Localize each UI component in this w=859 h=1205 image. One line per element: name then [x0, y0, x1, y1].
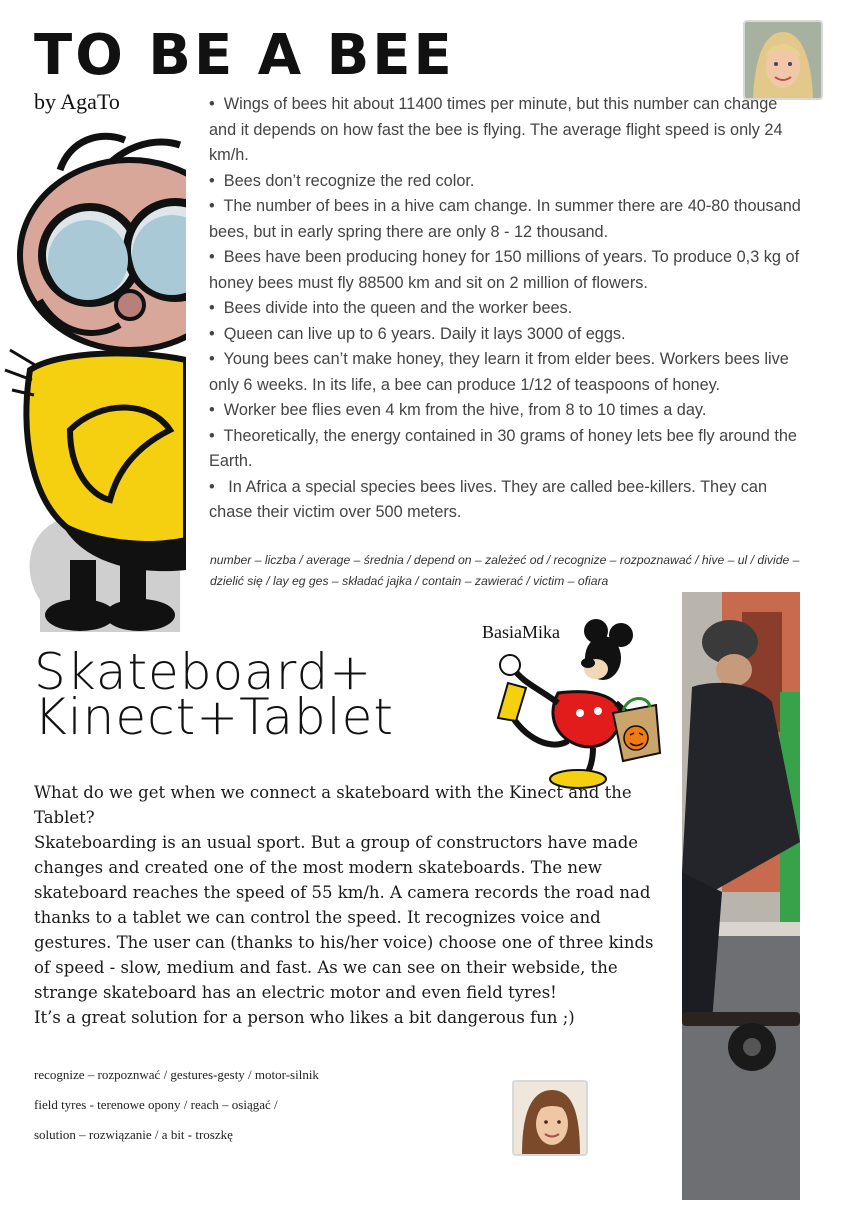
bee-fact: • Bees have been producing honey for 150 millions of years. To produce 0,3 kg of honey bees must fly 88500 km and sit on 2 million of flowers. — [209, 245, 809, 296]
vocab-line: recognize – rozpoznwać / gestures-gesty / motor-silnik — [34, 1067, 319, 1082]
article-author: BasiaMika — [482, 622, 560, 642]
bee-fact: • Bees divide into the queen and the worker bees. — [209, 296, 809, 322]
bee-fact: • Young bees can’t make honey, they learn it from elder bees. Workers bees live only 6 weeks. In its life, a bee can produce 1/12 of teaspoons of honey. — [209, 347, 809, 398]
author-photo-girl — [512, 1080, 588, 1156]
vocab-line: field tyres - terenowe opony / reach – osiągać / — [34, 1097, 278, 1112]
skateboard-photo-icon — [682, 592, 800, 1200]
bee-fact: • The number of bees in a hive cam change. In summer there are 40-80 thousand bees, but in early spring there are only 8 - 12 thousand. — [209, 194, 809, 245]
bee-fact: • In Africa a special species bees lives. They are called bee-killers. They can chase their victim over 500 meters. — [209, 475, 809, 526]
bee-fact: • Theoretically, the energy contained in 30 grams of honey lets bee fly around the Earth. — [209, 424, 809, 475]
bee-fact: • Bees don’t recognize the red color. — [209, 169, 809, 195]
article-question: What do we get when we connect a skateboard with the Kinect and the Tablet? — [34, 783, 632, 827]
article-title: TO BE A BEE — [34, 23, 455, 88]
article-title — [34, 643, 395, 746]
article-byline: by AgaTo — [34, 89, 120, 114]
bee-vocabulary: number – liczba / average – średnia / depend on – zależeć od / recognize – rozpoznawać / hive – ul / divide – dzielić się / lay eg ges – składać jajka / contain – zawierać / victim – ofiara — [210, 553, 800, 588]
article-closing: It’s a great solution for a person who likes a bit dangerous fun ;) — [34, 1008, 575, 1027]
bee-cartoon — [0, 100, 186, 632]
author-photo-girl — [743, 20, 823, 100]
title-line: Kinect+Tablet — [34, 688, 395, 746]
bee-fact: • Wings of bees hit about 11400 times per minute, but this number can change and it depends on how fast the bee is flying. The average flight speed is only 24 km/h. — [209, 92, 809, 169]
title-line: Skateboard+ — [34, 643, 373, 701]
skateboard-photo — [682, 592, 800, 1200]
article-body — [34, 780, 664, 1030]
bee-cartoon-icon — [0, 100, 186, 632]
portrait-girl-icon — [745, 22, 821, 98]
article-paragraph: Skateboarding is an usual sport. But a group of constructors have made changes and created one of the most modern skateboards. The new skateboard reaches the speed of 55 km/h. A camera records the road nad thanks to a tablet we can control the speed. It recognizes voice and gestures. The user can (thanks to his/her voice) choose one of three kinds of speed - slow, medium and fast. As we can see on their webside, the strange skateboard has an electric motor and even field tyres! — [34, 833, 654, 1002]
bee-fact: • Queen can live up to 6 years. Daily it lays 3000 of eggs. — [209, 322, 809, 348]
bee-fact: • Worker bee flies even 4 km from the hive, from 8 to 10 times a day. — [209, 398, 809, 424]
portrait-girl-icon — [514, 1082, 586, 1154]
bee-facts-list — [209, 92, 809, 526]
skate-vocabulary — [34, 1066, 474, 1156]
vocab-line: solution – rozwiązanie / a bit - troszkę — [34, 1127, 233, 1142]
